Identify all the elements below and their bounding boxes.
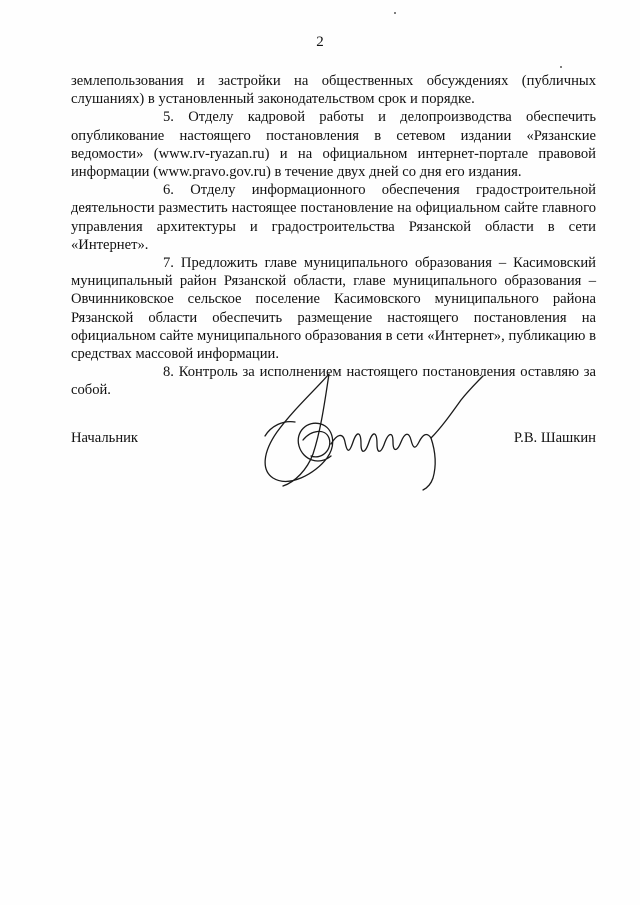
document-body [71,72,596,400]
paragraph-text: Отделу кадровой работы и делопроизводства обеспечить опубликование настоящего постановления в сетевом издании «Рязанские ведомости» (www.rv-ryazan.ru) и на официальном интернет-портале правовой информации (www.pravo.gov.ru) в течение двух дней со дня его издания. [71,109,596,181]
paragraph-text: Контроль за исполнением настоящего постановления оставляю за собой. [71,364,597,399]
paragraph-text: Предложить главе муниципального образования – Касимовский муниципальный район Рязанской области, главе муниципального образования – Овчинниковское сельское поселение Касимовского муниципального района Рязанской области обеспечить размещение настоящего постановления на официальном сайте муниципального образования в сети «Интернет», публикацию в средствах массовой информации. [71,255,596,363]
signer-position: Начальник [71,430,139,446]
signer-name: Р.В. Шашкин [513,430,596,446]
paragraph-number: 6. [163,182,174,199]
paragraph-text: землепользования и застройки на общественных обсуждениях (публичных слушаниях) в установленный законодательством срок и порядке. [71,73,596,108]
paragraph-item-7 [71,254,596,363]
paragraph-item-5 [71,108,596,181]
scan-speck [394,12,396,14]
scan-speck [560,66,562,68]
signature-block [71,430,596,450]
page-number: 2 [316,34,324,50]
paragraph-number: 8. [163,364,174,381]
paragraph-number: 7. [163,255,174,272]
paragraph-item-6 [71,181,596,254]
paragraph-number: 5. [163,109,174,126]
paragraph-text: Отделу информационного обеспечения градостроительной деятельности разместить настоящее постановление на официальном сайте главного управления архитектуры и градостроительства Рязанской области в сети «Интернет». [71,182,596,253]
paragraph-continuation [71,72,596,108]
